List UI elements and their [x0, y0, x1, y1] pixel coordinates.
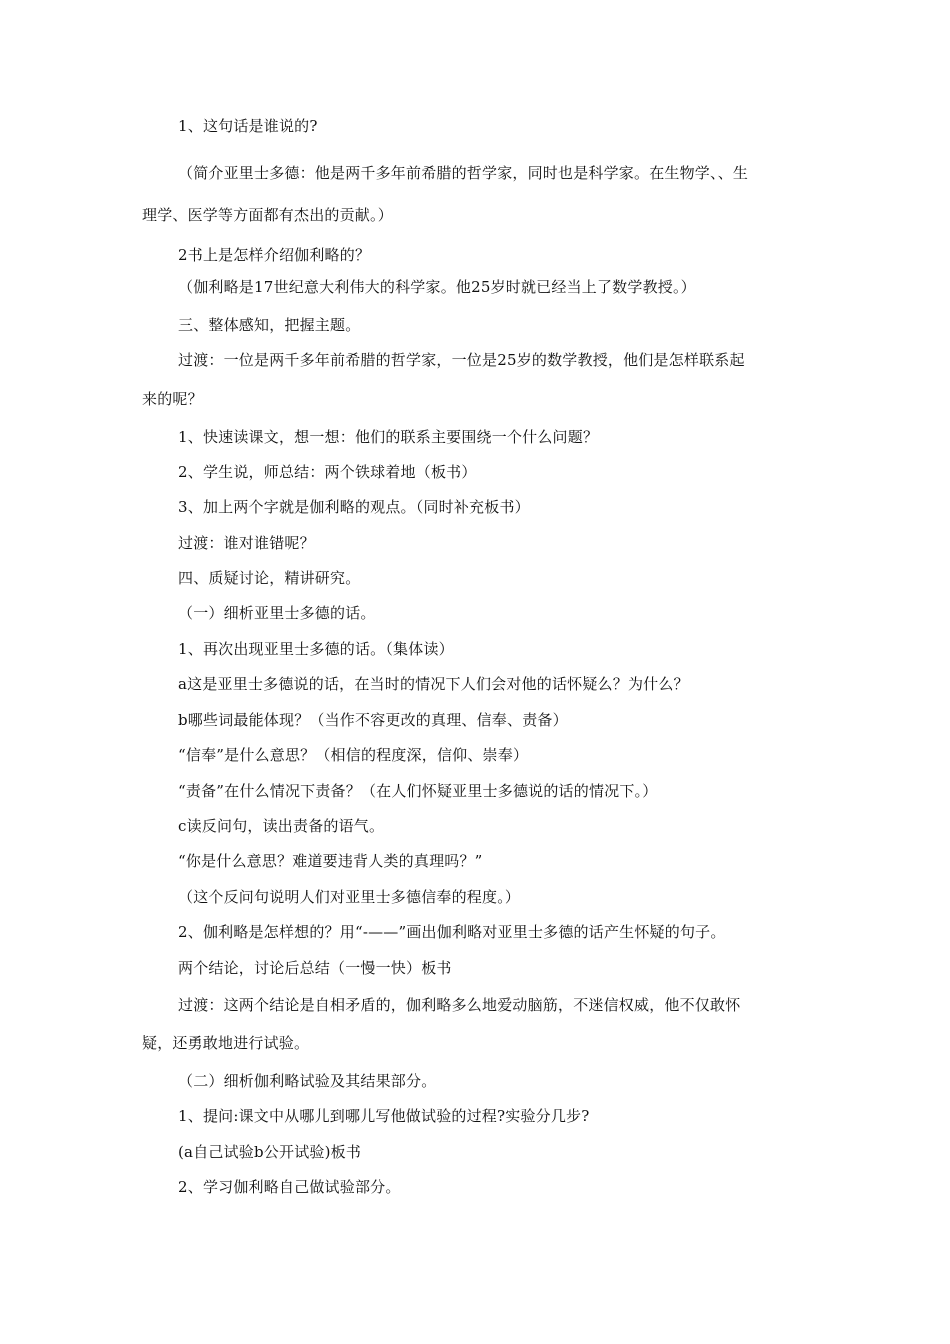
text-line: 过渡：一位是两千多年前希腊的哲学家，一位是25岁的数学教授，他们是怎样联系起	[178, 351, 745, 369]
text-line: （伽利略是17世纪意大利伟大的科学家。他25岁时就已经当上了数学教授。）	[178, 278, 696, 296]
text-line: 1、再次出现亚里士多德的话。（集体读）	[178, 640, 454, 658]
text-line: 1、这句话是谁说的?	[178, 117, 318, 135]
text-line: 过渡：谁对谁错呢？	[178, 534, 315, 552]
text-line: 1、快速读课文，想一想：他们的联系主要围绕一个什么问题？	[178, 428, 599, 446]
text-line: a这是亚里士多德说的话，在当时的情况下人们会对他的话怀疑么？为什么？	[178, 675, 689, 693]
text-line: 3、加上两个字就是伽利略的观点。（同时补充板书）	[178, 498, 530, 516]
text-line: 疑，还勇敢地进行试验。	[142, 1034, 310, 1052]
text-line: 来的呢？	[142, 390, 203, 408]
text-line: 过渡：这两个结论是自相矛盾的，伽利略多么地爱动脑筋，不迷信权威，他不仅敢怀	[178, 996, 741, 1014]
text-line: “信奉”是什么意思？（相信的程度深，信仰、崇奉）	[178, 746, 529, 764]
text-line: （一）细析亚里士多德的话。	[178, 604, 376, 622]
text-line: 2、伽利略是怎样想的？用“-——”画出伽利略对亚里士多德的话产生怀疑的句子。	[178, 923, 726, 941]
text-line: b哪些词最能体现？（当作不容更改的真理、信奉、责备）	[178, 711, 568, 729]
text-line: “你是什么意思？难道要违背人类的真理吗？”	[178, 852, 483, 870]
text-line: “责备”在什么情况下责备？（在人们怀疑亚里士多德说的话的情况下。）	[178, 782, 658, 800]
text-line: （这个反问句说明人们对亚里士多德信奉的程度。）	[178, 888, 521, 906]
text-line: （简介亚里士多德：他是两千多年前希腊的哲学家，同时也是科学家。在生物学、、生	[178, 164, 749, 182]
text-line: c读反问句，读出责备的语气。	[178, 817, 385, 835]
text-line: 两个结论，讨论后总结（一慢一快）板书	[178, 959, 452, 977]
text-line: 2书上是怎样介绍伽利略的？	[178, 246, 371, 264]
text-line: 四、质疑讨论，精讲研究。	[178, 569, 361, 587]
text-line: (a自己试验b公开试验)板书	[178, 1143, 362, 1161]
text-line: 2、学生说，师总结：两个铁球着地（板书）	[178, 463, 477, 481]
text-line: 1、提问:课文中从哪儿到哪儿写他做试验的过程?实验分几步?	[178, 1107, 590, 1125]
text-line: 2、学习伽利略自己做试验部分。	[178, 1178, 401, 1196]
text-line: 理学、医学等方面都有杰出的贡献。）	[142, 206, 393, 224]
text-line: 三、整体感知，把握主题。	[178, 316, 361, 334]
text-line: （二）细析伽利略试验及其结果部分。	[178, 1072, 437, 1090]
